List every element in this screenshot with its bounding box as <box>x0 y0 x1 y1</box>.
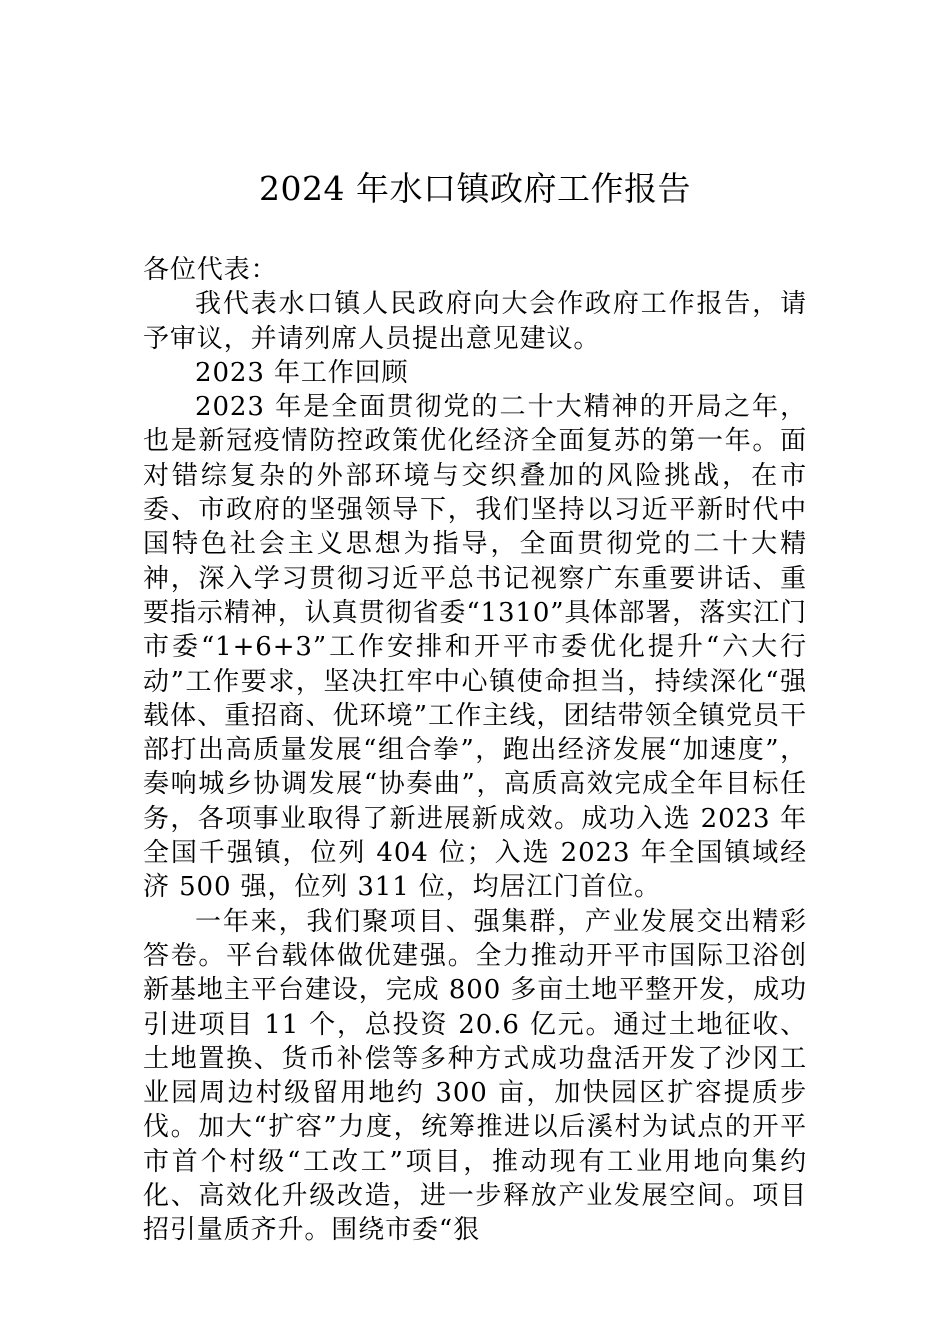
section-heading: 2023 年工作回顾 <box>195 357 409 388</box>
paragraph-overview: 2023 年是全面贯彻党的二十大精神的开局之年，也是新冠疫情防控政策优化经济全面复苏的第一年。面对错综复杂的外部环境与交织叠加的风险挑战，在市委、市政府的坚强领导下，我们坚持以习近平新时代中国特色社会主义思想为指导，全面贯彻党的二十大精神，深入学习贯彻习近平总书记视察广东重要讲话、重要指示精神，认真贯彻省委“1310”具体部署，落实江门市委“1+6+3”工作安排和开平市委优化提升“六大行动”工作要求，坚决扛牢中心镇使命担当，持续深化“强载体、重招商、优环境”工作主线，团结带领全镇党员干部打出高质量发展“组合拳”，跑出经济发展“加速度”，奏响城乡协调发展“协奏曲”，高质高效完成全年目标任务，各项事业取得了新进展新成效。成功入选 2023 年全国千强镇，位列 404 位；入选 2023 年全国镇域经济 500 强，位列 311 位，均居江门首位。 <box>143 392 807 903</box>
document-title: 2024 年水口镇政府工作报告 <box>259 169 691 208</box>
salutation: 各位代表： <box>143 255 278 285</box>
paragraph-industry: 一年来，我们聚项目、强集群，产业发展交出精彩答卷。平台载体做优建强。全力推动开平市国际卫浴创新基地主平台建设，完成 800 多亩土地平整开发，成功引进项目 11 个，总投资 20.6 亿元。通过土地征收、土地置换、货币补偿等多种方式成功盘活开发了沙冈工业园周边村级留用地约 300 亩，加快园区扩容提质步伐。加大“扩容”力度，统筹推进以后溪村为试点的开平市首个村级“工改工”项目，推动现有工业用地向集约化、高效化升级改造，进一步释放产业发展空间。项目招引量质齐升。围绕市委“狠 <box>143 906 807 1246</box>
paragraph-intro: 我代表水口镇人民政府向大会作政府工作报告，请予审议，并请列席人员提出意见建议。 <box>143 289 807 354</box>
document-body <box>143 253 807 1248</box>
